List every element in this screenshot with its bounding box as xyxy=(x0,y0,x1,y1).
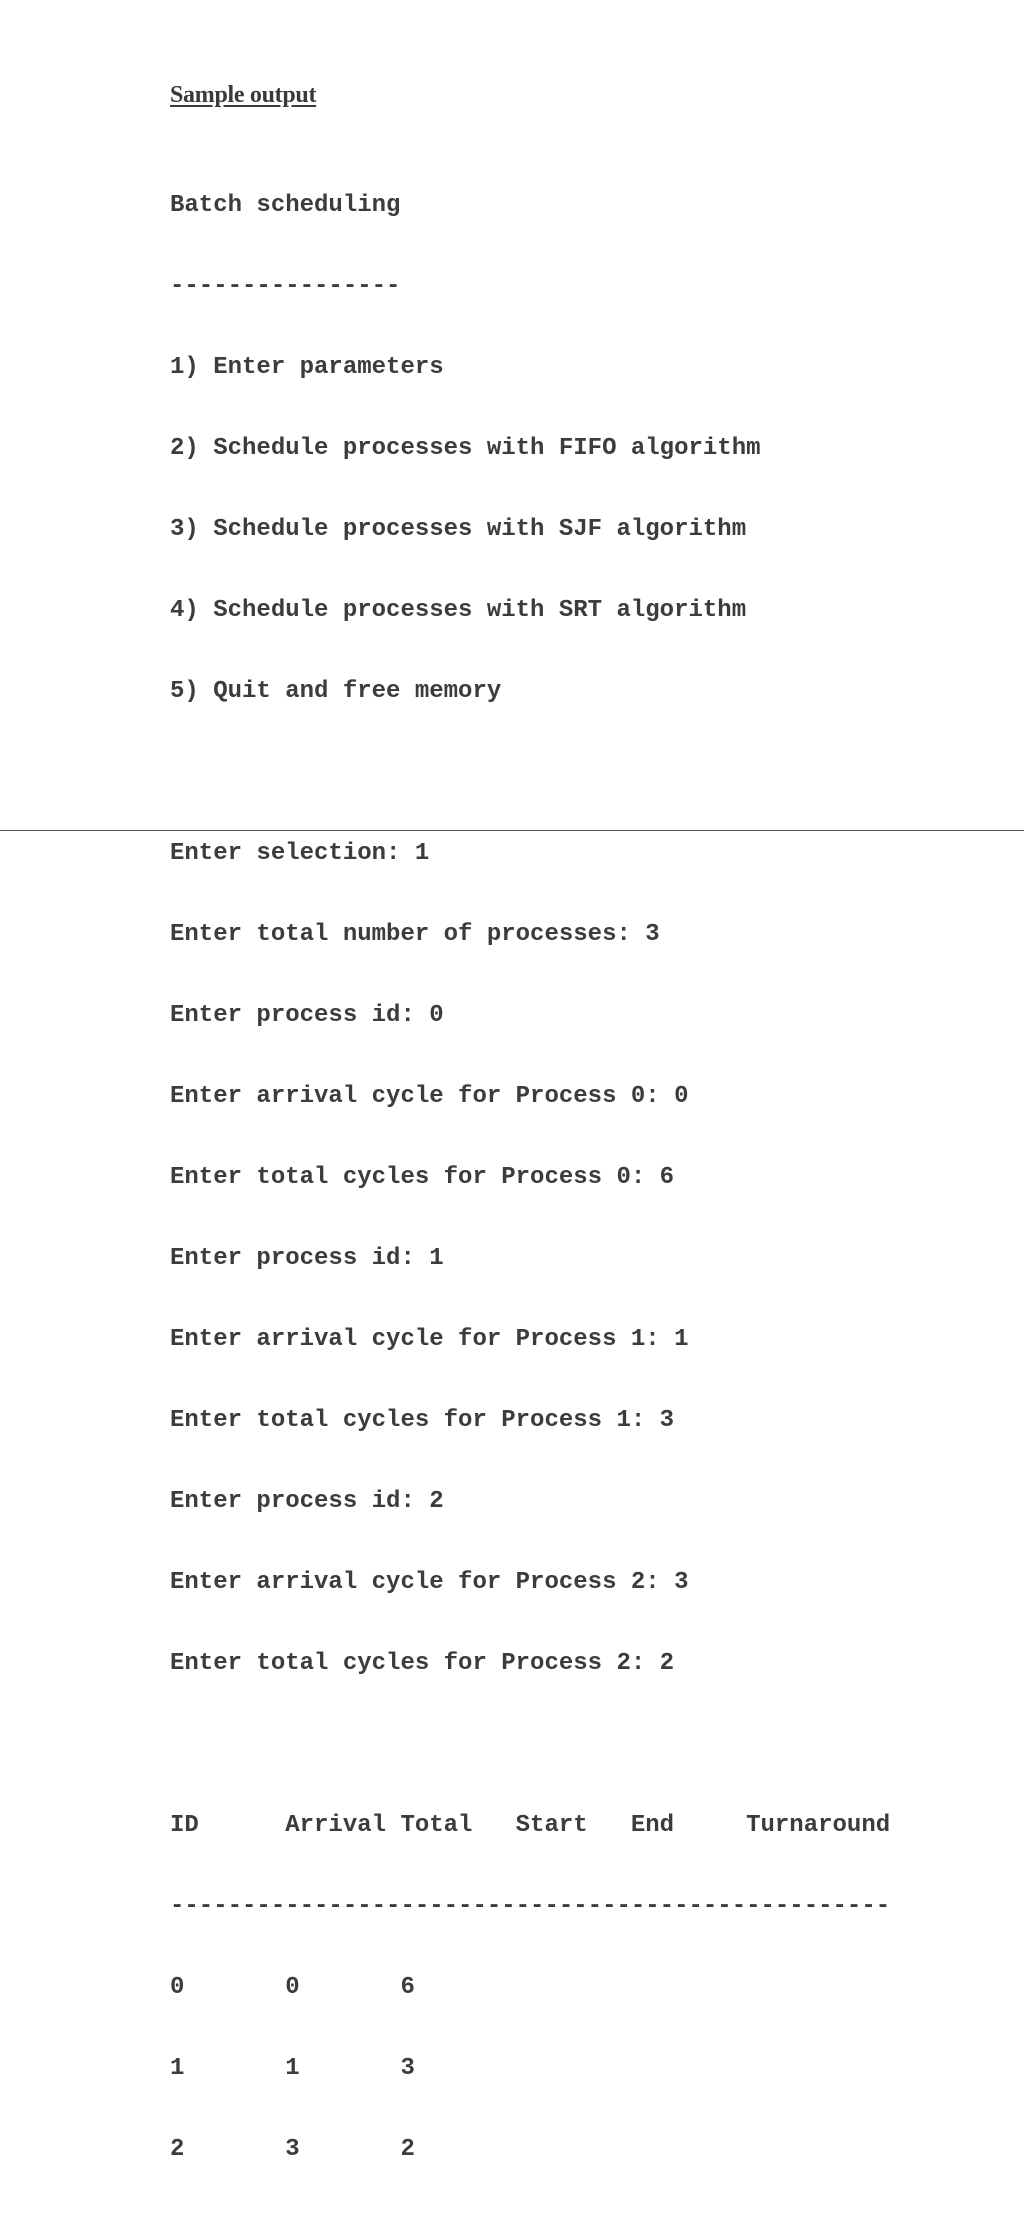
menu-item: 2) Schedule processes with FIFO algorithm xyxy=(170,435,761,462)
session-line: Enter arrival cycle for Process 0: 0 xyxy=(170,1083,689,1110)
menu-item: 5) Quit and free memory xyxy=(170,678,502,705)
section-heading: Sample output xyxy=(170,82,317,108)
menu-item: 1) Enter parameters xyxy=(170,354,444,381)
session-line: Enter arrival cycle for Process 1: 1 xyxy=(170,1326,689,1353)
menu-title: Batch scheduling xyxy=(170,192,401,219)
blank-line xyxy=(170,1731,890,1758)
table-row: 0 0 6 xyxy=(170,1974,415,2001)
page-bottom-divider xyxy=(0,830,1024,831)
session-line: Enter selection: 1 xyxy=(170,840,430,867)
session-line: Enter process id: 1 xyxy=(170,1245,444,1272)
menu-item: 4) Schedule processes with SRT algorithm xyxy=(170,597,747,624)
session-line: Enter process id: 0 xyxy=(170,1002,444,1029)
session-line: Enter total cycles for Process 2: 2 xyxy=(170,1650,675,1677)
table-row: 1 1 3 xyxy=(170,2055,415,2082)
blank-line xyxy=(170,759,890,786)
console-output xyxy=(170,138,890,2217)
table-header: ID Arrival Total Start End Turnaround xyxy=(170,1812,891,1839)
menu-item: 3) Schedule processes with SJF algorithm xyxy=(170,516,747,543)
table-row: 2 3 2 xyxy=(170,2136,415,2163)
menu-rule: ---------------- xyxy=(170,273,401,300)
session-line: Enter process id: 2 xyxy=(170,1488,444,1515)
session-line: Enter arrival cycle for Process 2: 3 xyxy=(170,1569,689,1596)
session-line: Enter total number of processes: 3 xyxy=(170,921,660,948)
table-rule: -------------------------------------------------- xyxy=(170,1893,891,1920)
session-line: Enter total cycles for Process 1: 3 xyxy=(170,1407,675,1434)
session-line: Enter total cycles for Process 0: 6 xyxy=(170,1164,675,1191)
